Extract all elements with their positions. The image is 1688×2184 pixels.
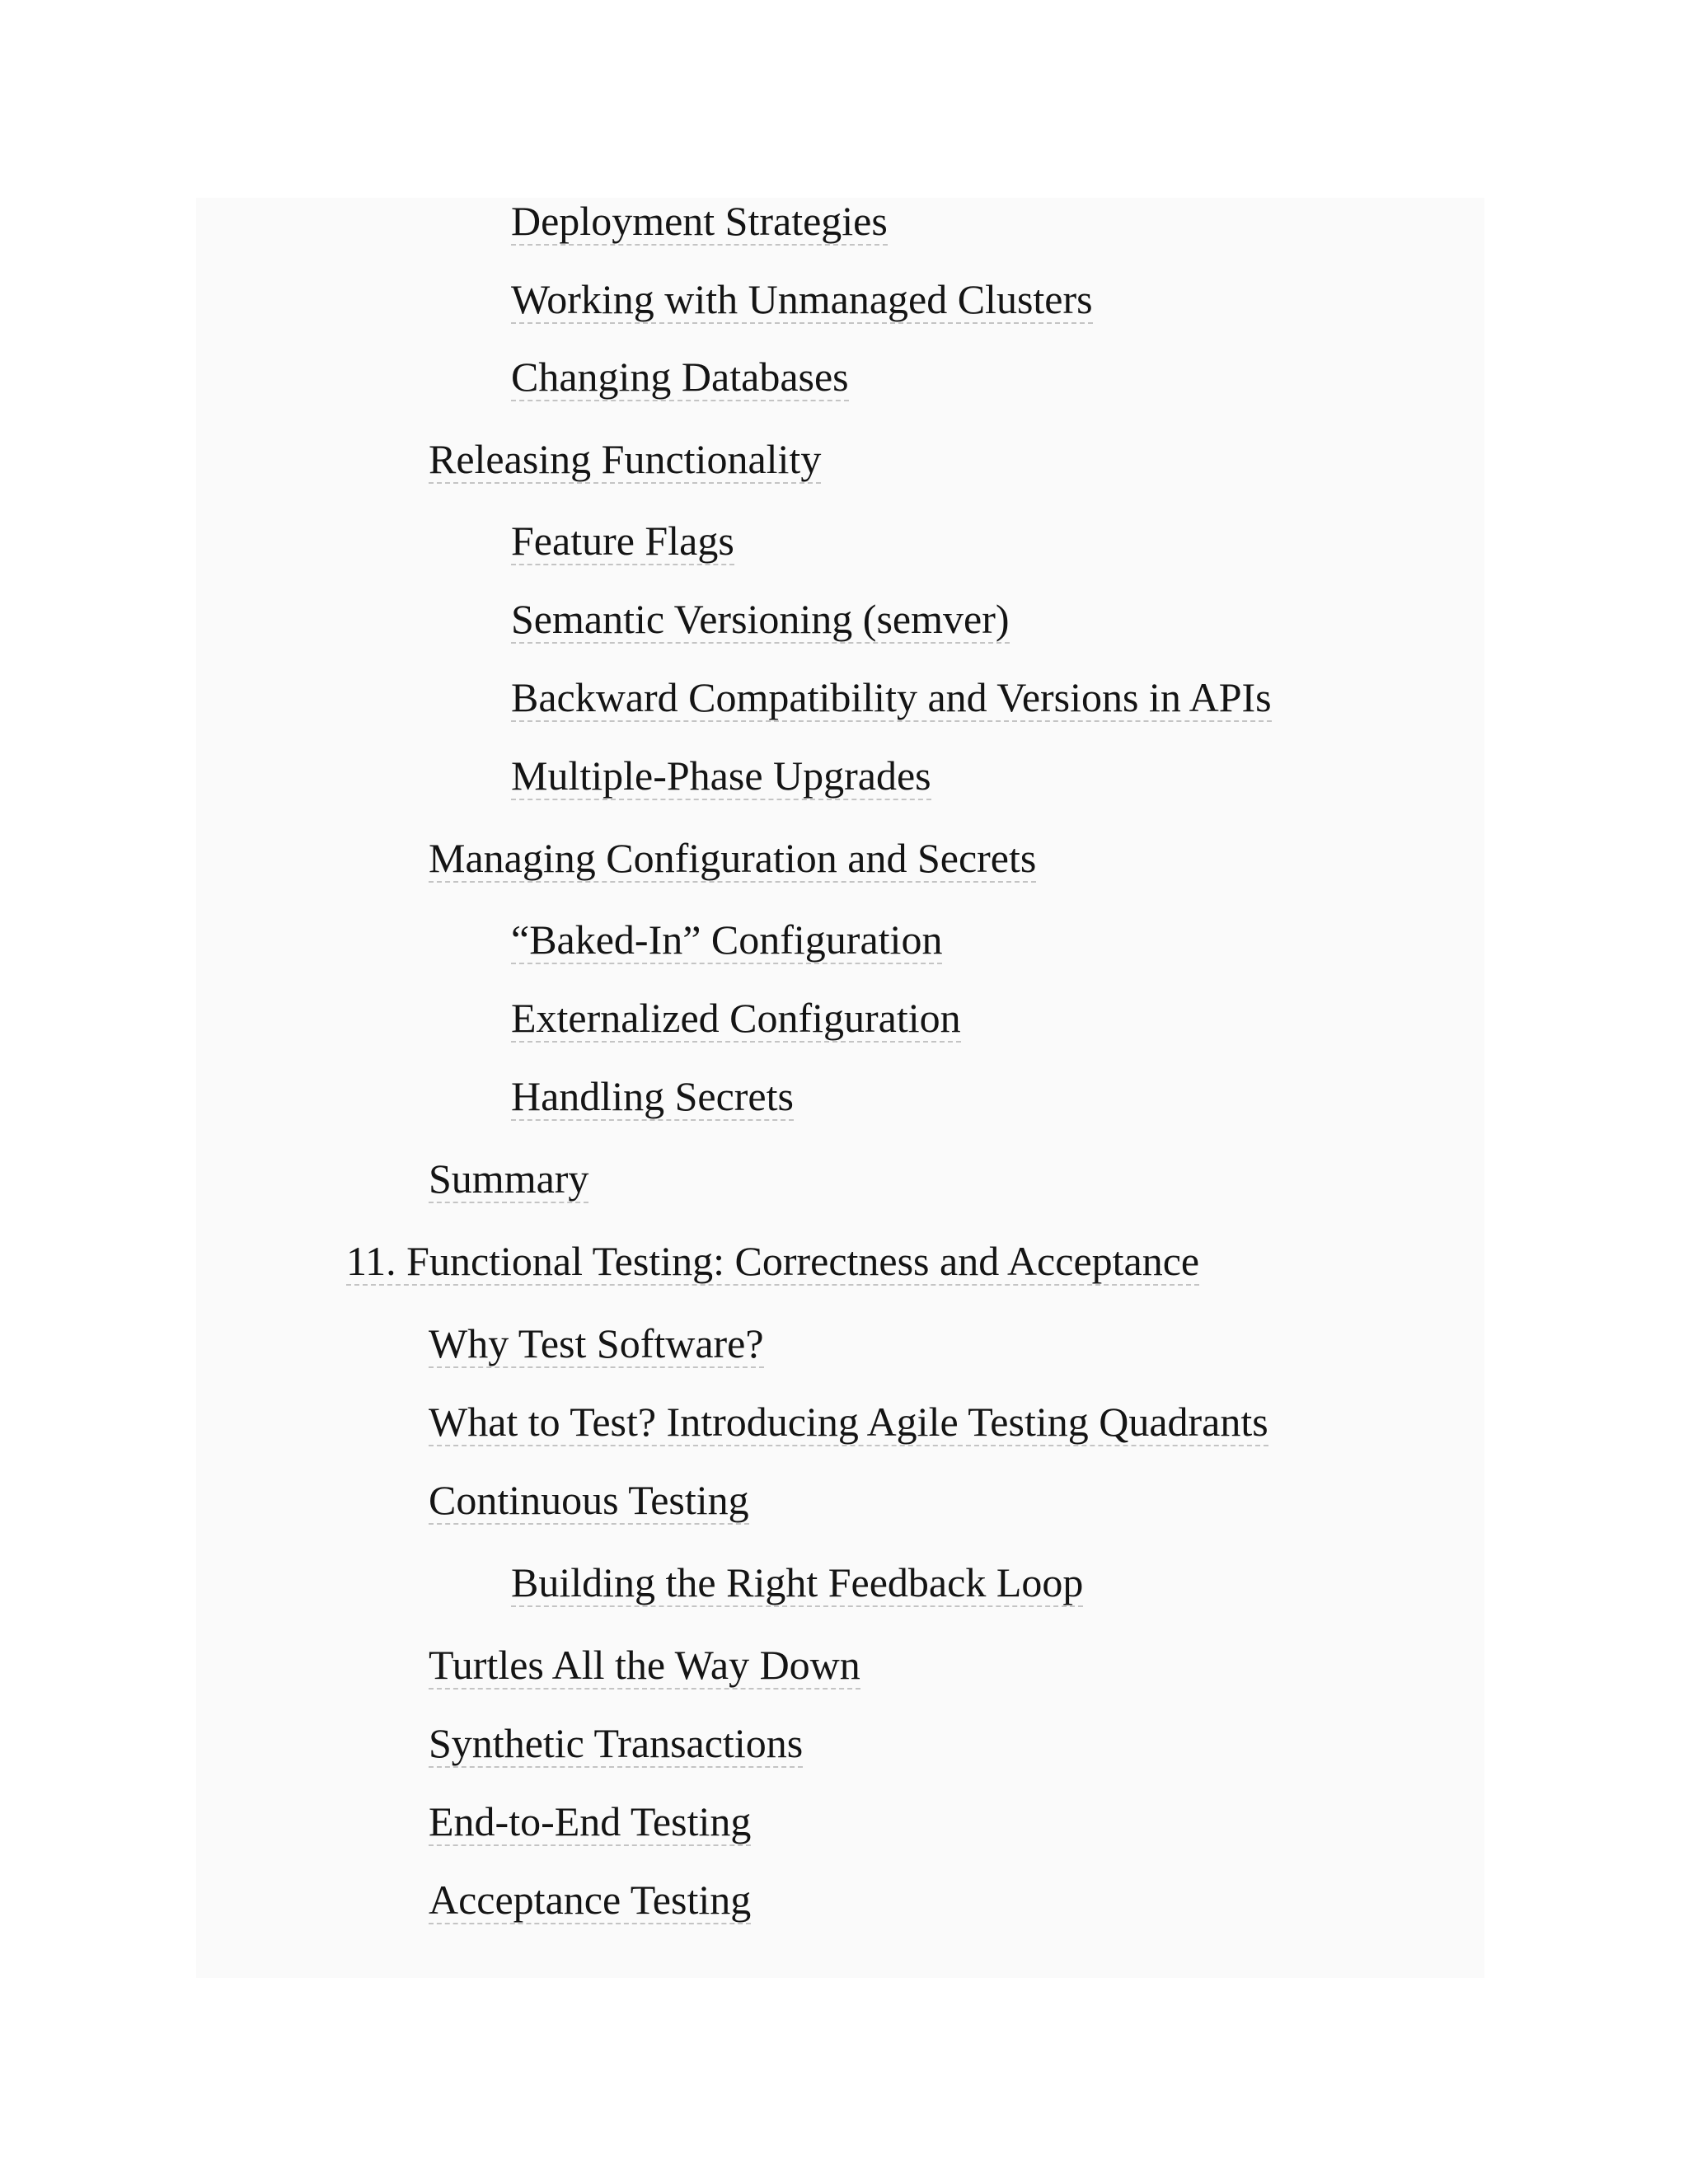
- toc-link-externalized-configuration[interactable]: Externalized Configuration: [511, 995, 961, 1041]
- toc-link-working-with-unmanaged-clusters[interactable]: Working with Unmanaged Clusters: [511, 276, 1093, 322]
- toc-link-deployment-strategies[interactable]: Deployment Strategies: [511, 198, 888, 244]
- toc-link-turtles-all-the-way-down[interactable]: Turtles All the Way Down: [429, 1642, 860, 1688]
- toc-page: [196, 198, 1484, 1978]
- toc-link-synthetic-transactions[interactable]: Synthetic Transactions: [429, 1720, 804, 1766]
- toc-link-building-the-right-feedback-loop[interactable]: Building the Right Feedback Loop: [511, 1559, 1084, 1605]
- toc-link-what-to-test[interactable]: What to Test? Introducing Agile Testing Quadrants: [429, 1399, 1268, 1445]
- toc-link-semantic-versioning[interactable]: Semantic Versioning (semver): [511, 596, 1010, 642]
- toc-link-acceptance-testing[interactable]: Acceptance Testing: [429, 1877, 752, 1923]
- toc-link-baked-in-configuration[interactable]: “Baked-In” Configuration: [511, 916, 943, 963]
- toc-link-why-test-software[interactable]: Why Test Software?: [429, 1320, 764, 1366]
- toc-link-changing-databases[interactable]: Changing Databases: [511, 354, 849, 400]
- toc-link-end-to-end-testing[interactable]: End-to-End Testing: [429, 1798, 752, 1844]
- toc-link-feature-flags[interactable]: Feature Flags: [511, 518, 734, 564]
- toc-link-releasing-functionality[interactable]: Releasing Functionality: [429, 436, 822, 482]
- toc-link-multiple-phase-upgrades[interactable]: Multiple-Phase Upgrades: [511, 752, 931, 799]
- toc-link-functional-testing[interactable]: 11. Functional Testing: Correctness and Acceptance: [346, 1238, 1200, 1284]
- toc-link-continuous-testing[interactable]: Continuous Testing: [429, 1477, 749, 1523]
- toc-link-backward-compatibility[interactable]: Backward Compatibility and Versions in APIs: [511, 674, 1272, 720]
- toc-link-handling-secrets[interactable]: Handling Secrets: [511, 1073, 794, 1119]
- toc-link-managing-configuration-and-secrets[interactable]: Managing Configuration and Secrets: [429, 835, 1037, 881]
- toc-link-summary[interactable]: Summary: [429, 1155, 589, 1202]
